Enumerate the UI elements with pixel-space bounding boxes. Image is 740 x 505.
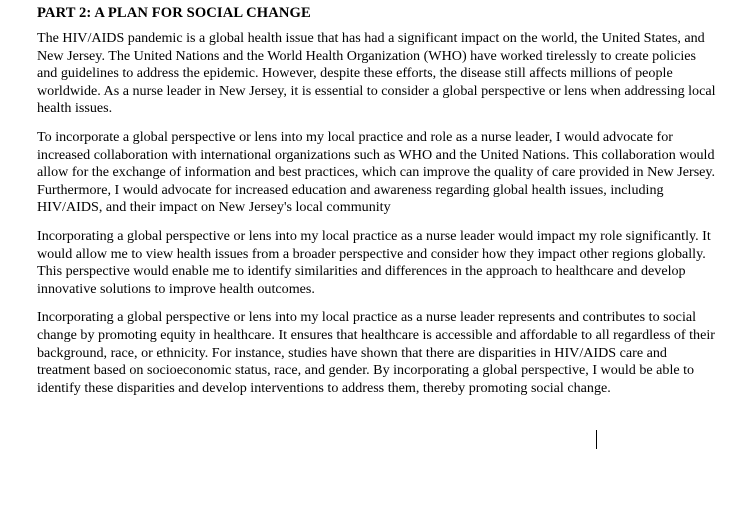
section-heading: PART 2: A PLAN FOR SOCIAL CHANGE [37, 5, 311, 21]
paragraph-incorporate: To incorporate a global perspective or lens into my local practice and role as a nurse leader, I would advocate for increased collaboration with international organizations such as WHO and the United Nations. This collaboration would allow for the exchange of information and best practices, which can improve the quality of care provided in New Jersey. Furthermore, I would advocate for increased education and awareness regarding global health issues, including HIV/AIDS, and their impact on New Jersey's local community [37, 128, 716, 216]
paragraph-social-change: Incorporating a global perspective or lens into my local practice as a nurse leader represents and contributes to social change by promoting equity in healthcare. It ensures that healthcare is accessible and affordable to all regardless of their background, race, or ethnicity. For instance, studies have shown that there are disparities in HIV/AIDS care and treatment based on socioeconomic status, race, and gender. By incorporating a global perspective, I would be able to identify these disparities and develop interventions to address them, thereby promoting social change. [37, 309, 715, 396]
document-body[interactable] [37, 4, 717, 408]
paragraph-impact: Incorporating a global perspective or lens into my local practice as a nurse leader would impact my role significantly. It would allow me to view health issues from a broader perspective and consider how they impact other regions globally. This perspective would enable me to identify similarities and differences in the approach to healthcare and develop innovative solutions to improve health outcomes. [37, 227, 711, 297]
text-cursor [596, 430, 597, 449]
paragraph-intro: The HIV/AIDS pandemic is a global health issue that has had a significant impact on the world, the United States, and New Jersey. The United Nations and the World Health Organization (WHO) have worked tirelessly to create policies and guidelines to address the epidemic. However, despite these efforts, the disease still affects millions of people worldwide. As a nurse leader in New Jersey, it is essential to consider a global perspective or lens when addressing local health issues. [37, 30, 716, 117]
